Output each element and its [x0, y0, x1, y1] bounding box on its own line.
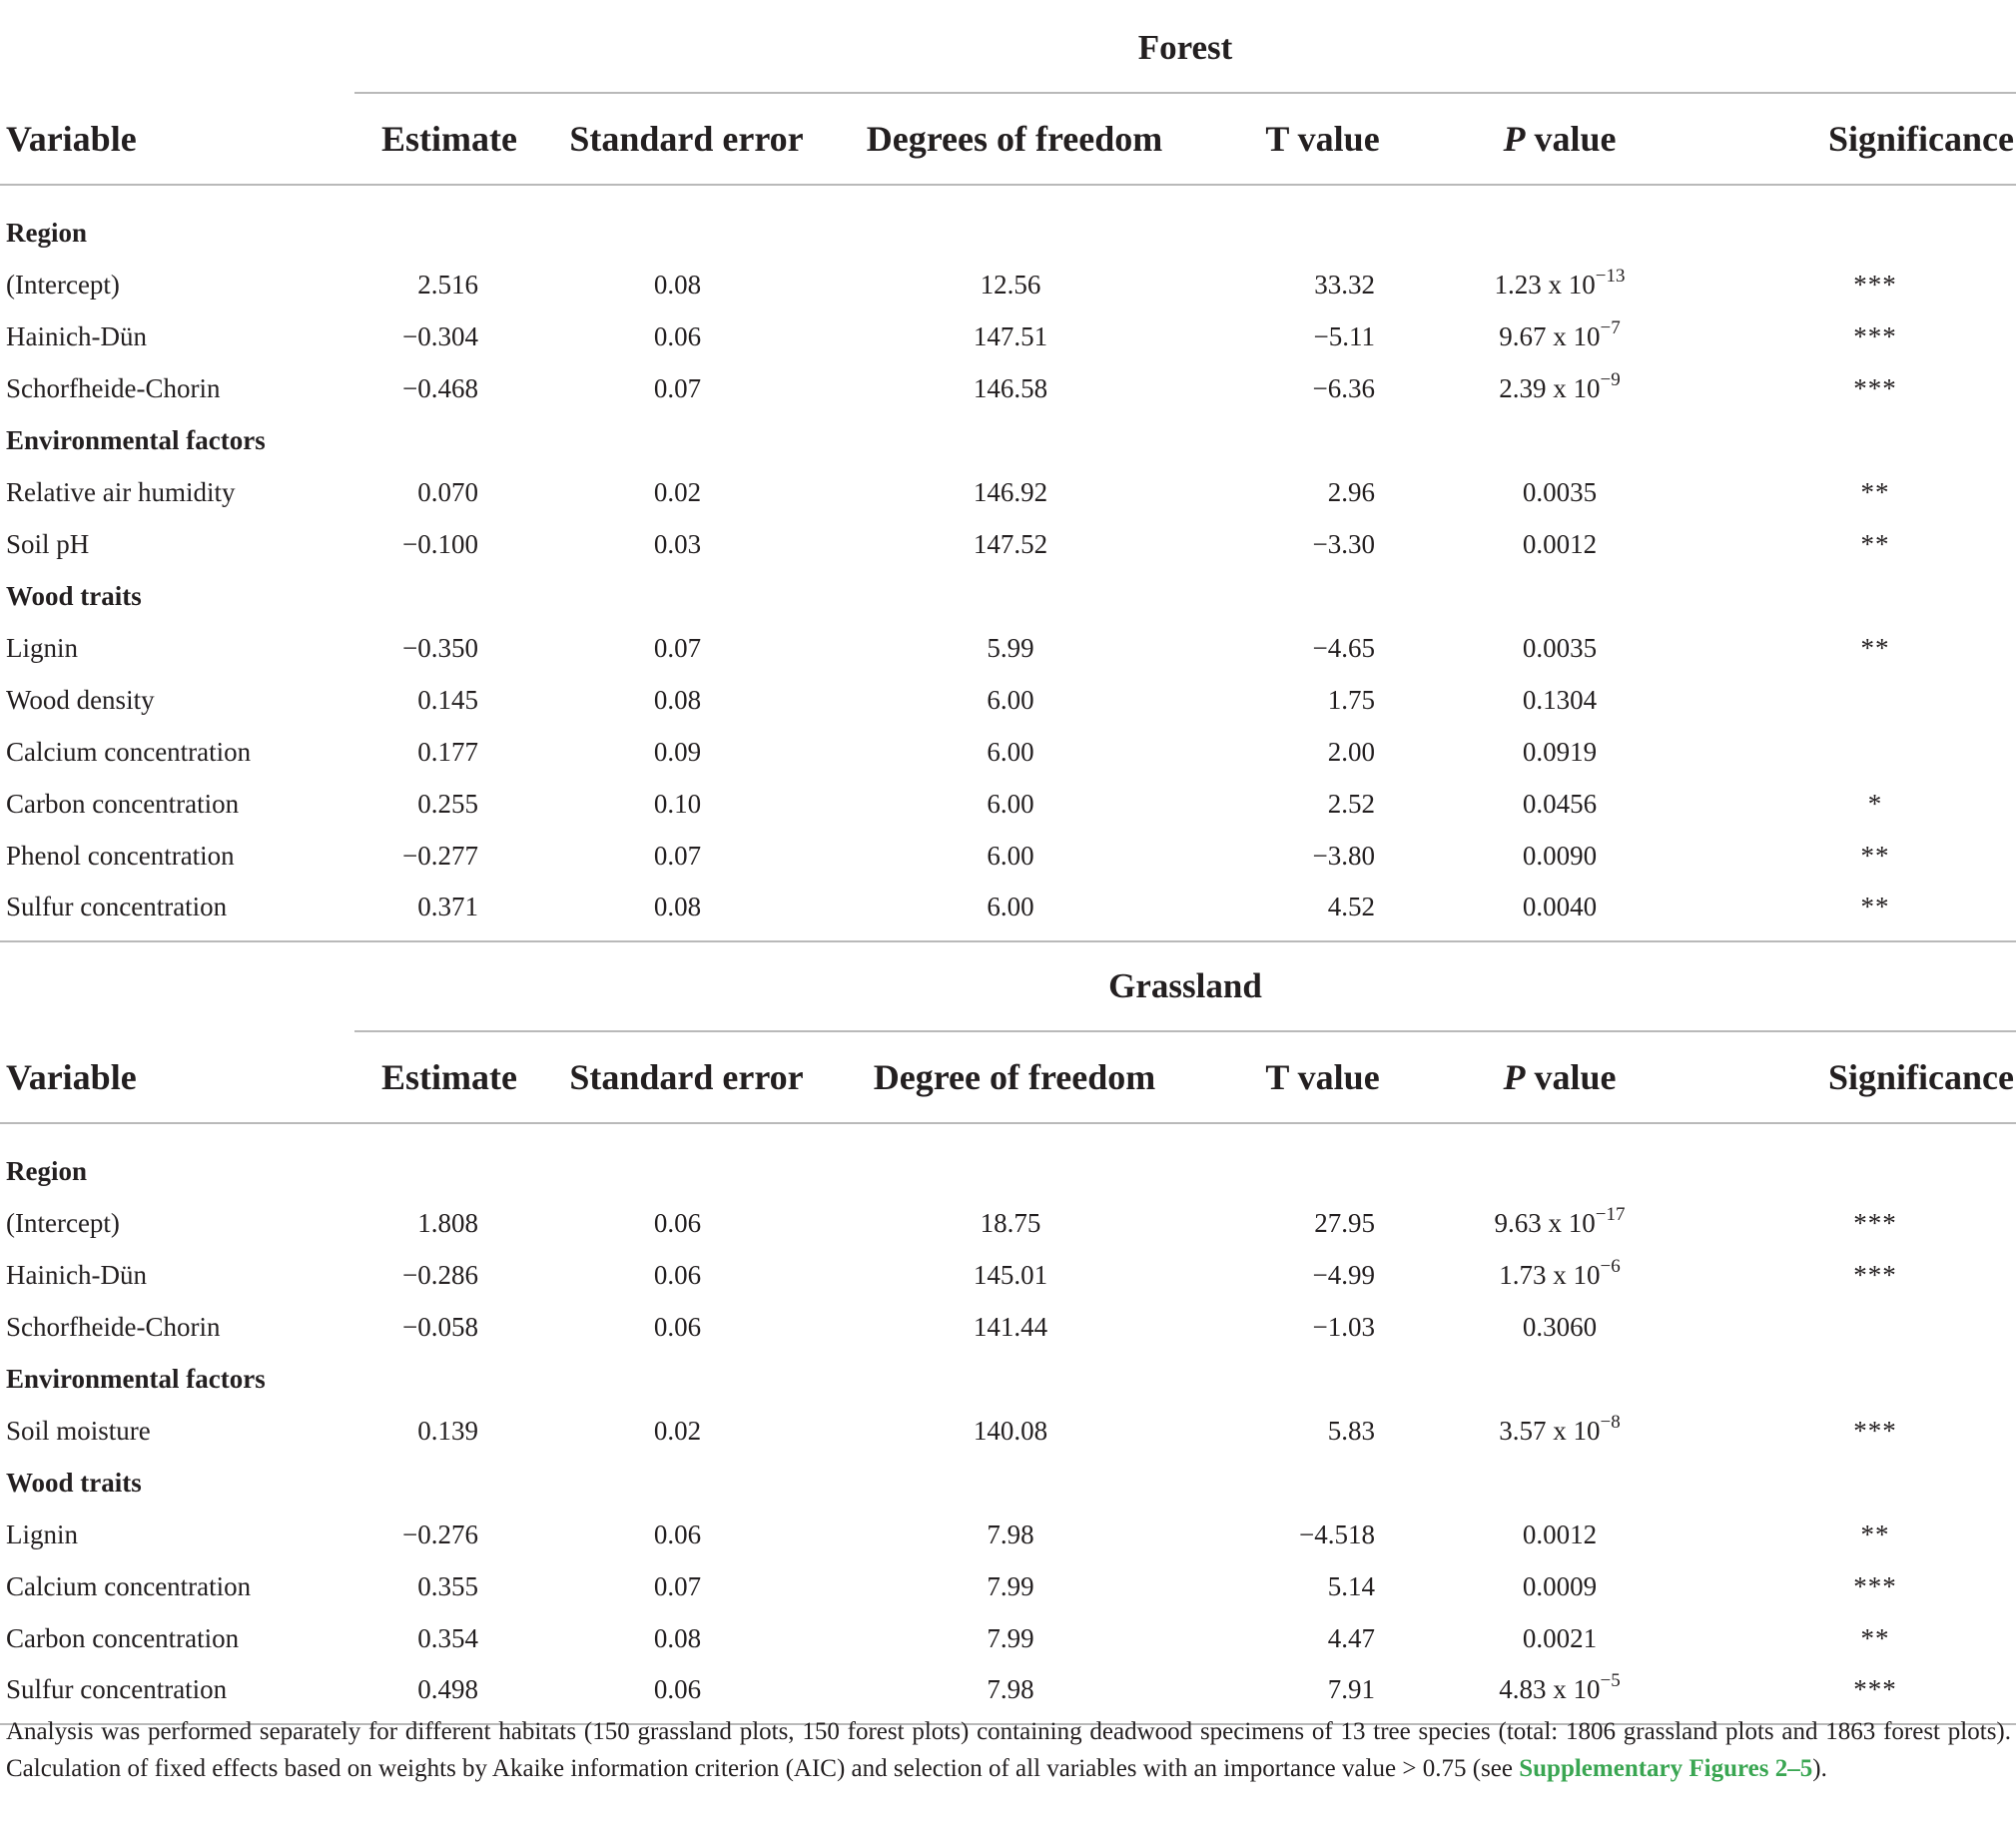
estimate-cell: 0.139 [417, 1415, 478, 1446]
estimate-cell: −0.350 [402, 632, 478, 663]
standard-error-cell: 0.07 [653, 1570, 702, 1601]
header-variable: Variable [0, 1031, 354, 1123]
table-row [0, 622, 2016, 674]
standard-error-cell: 0.08 [653, 684, 702, 715]
significance-cell: ** [1675, 882, 2016, 941]
variable-cell: Lignin [6, 632, 78, 663]
t-value-cell: −4.518 [1299, 1519, 1375, 1549]
significance-cell: *** [1853, 320, 1897, 351]
supplementary-figures-link[interactable]: Supplementary Figures 2–5 [1519, 1755, 1813, 1782]
significance-cell: *** [1853, 1207, 1897, 1238]
p-value: 0.0040 [1522, 892, 1598, 921]
degrees-of-freedom-cell: 140.08 [973, 1415, 1048, 1446]
p-value: 0.0009 [1522, 1570, 1598, 1601]
variable-cell: Wood density [6, 684, 155, 715]
standard-error-cell: 0.06 [653, 1259, 702, 1290]
variable-cell: Carbon concentration [6, 788, 240, 819]
t-value-cell: −1.03 [1312, 1311, 1375, 1342]
forest-title-row [0, 0, 2016, 93]
empty-cell [829, 1353, 1200, 1405]
table-footnote [6, 1713, 2011, 1787]
variable-cell: Calcium concentration [6, 736, 252, 767]
variable-cell: Hainich-Dün [6, 320, 147, 351]
p-value-exponent: −6 [1600, 1255, 1621, 1277]
empty-cell [544, 414, 829, 466]
header-p-value [1445, 93, 1675, 185]
empty-cell [544, 570, 829, 622]
p-value: 0.0012 [1522, 528, 1598, 559]
empty-cell [1445, 1123, 1675, 1197]
empty-cell [354, 185, 544, 259]
grassland-table-body [0, 1123, 2016, 1724]
variable-cell: Schorfheide-Chorin [6, 372, 221, 403]
section-label: Wood traits [6, 580, 142, 611]
empty-cell [354, 1353, 544, 1405]
table-row [0, 362, 2016, 414]
section-label: Region [6, 1156, 87, 1186]
degrees-of-freedom-cell: 145.01 [973, 1259, 1048, 1290]
p-value-base: 1.73 x 10 [1499, 1259, 1601, 1290]
p-value-cell [1445, 1197, 1675, 1249]
header-variable: Variable [0, 93, 354, 185]
estimate-cell: 0.255 [417, 788, 478, 819]
p-value-cell [1445, 1612, 1675, 1664]
estimate-cell: −0.304 [402, 320, 478, 351]
header-standard-error: Standard error [544, 93, 829, 185]
standard-error-cell: 0.08 [653, 269, 702, 300]
degrees-of-freedom-cell: 6.00 [987, 684, 1034, 715]
standard-error-cell: 0.09 [653, 736, 702, 767]
standard-error-cell: 0.07 [653, 632, 702, 663]
significance-cell: *** [1853, 1570, 1897, 1601]
variable-cell: Hainich-Dün [6, 1259, 147, 1290]
significance-cell: ** [1860, 1519, 1890, 1549]
p-value: 0.1304 [1522, 684, 1598, 715]
p-value-cell [1445, 830, 1675, 882]
significance-cell: ** [1860, 528, 1890, 559]
p-value-base: 3.57 x 10 [1499, 1415, 1601, 1446]
estimate-cell: −0.286 [402, 1259, 478, 1290]
empty-cell [829, 185, 1200, 259]
significance-cell: ** [1860, 632, 1890, 663]
header-significance: Significance [1675, 93, 2016, 185]
header-degrees-of-freedom: Degrees of freedom [829, 93, 1200, 185]
variable-cell: Sulfur concentration [0, 882, 354, 941]
significance-cell [1675, 1301, 2016, 1353]
section-row [0, 1457, 2016, 1509]
degrees-of-freedom-cell: 7.99 [987, 1622, 1034, 1653]
variable-cell: Schorfheide-Chorin [6, 1311, 221, 1342]
standard-error-cell: 0.02 [653, 1415, 702, 1446]
estimate-cell: 0.355 [417, 1570, 478, 1601]
degrees-of-freedom-cell: 7.98 [829, 1664, 1200, 1724]
t-value-cell: −6.36 [1312, 372, 1375, 403]
p-value: 0.0035 [1522, 476, 1598, 507]
empty-cell [1200, 1123, 1445, 1197]
degrees-of-freedom-cell: 146.92 [973, 476, 1048, 507]
t-value-cell: −4.99 [1312, 1259, 1375, 1290]
grassland-title: Grassland [354, 938, 2016, 1031]
variable-cell: Soil pH [6, 528, 90, 559]
empty-cell [544, 1457, 829, 1509]
p-value: 0.0035 [1522, 632, 1598, 663]
variable-cell: (Intercept) [6, 269, 120, 300]
p-value-base: 1.23 x 10 [1494, 269, 1596, 300]
p-value-exponent: −8 [1600, 1411, 1621, 1433]
degrees-of-freedom-cell: 7.99 [987, 1570, 1034, 1601]
t-value-cell: 2.52 [1327, 788, 1375, 819]
section-label: Environmental factors [6, 1363, 266, 1394]
degrees-of-freedom-cell: 7.98 [987, 1519, 1034, 1549]
empty-cell [544, 1123, 829, 1197]
t-value-cell: −4.65 [1312, 632, 1375, 663]
estimate-cell: 0.371 [354, 882, 544, 941]
standard-error-cell: 0.06 [653, 1311, 702, 1342]
p-value-exponent: −13 [1595, 265, 1626, 287]
standard-error-cell: 0.07 [653, 372, 702, 403]
forest-header-row [0, 93, 2016, 185]
t-value-cell: 4.47 [1327, 1622, 1375, 1653]
p-value: 0.0012 [1522, 1519, 1598, 1549]
significance-cell: *** [1853, 1259, 1897, 1290]
table-row [0, 1301, 2016, 1353]
empty-cell [1200, 570, 1445, 622]
t-value-cell: 2.96 [1327, 476, 1375, 507]
empty-cell [1675, 1457, 2016, 1509]
empty-cell [1445, 185, 1675, 259]
empty-cell [1675, 1123, 2016, 1197]
estimate-cell: −0.468 [402, 372, 478, 403]
degrees-of-freedom-cell: 6.00 [987, 788, 1034, 819]
p-value-cell [1445, 1249, 1675, 1301]
table-row [0, 726, 2016, 778]
degrees-of-freedom-cell: 6.00 [829, 882, 1200, 941]
table-row [0, 830, 2016, 882]
header-estimate: Estimate [354, 93, 544, 185]
p-value-exponent: −5 [1600, 1670, 1621, 1691]
empty-cell [354, 414, 544, 466]
table-row [0, 778, 2016, 830]
header-t-value: T value [1200, 93, 1445, 185]
p-value-cell [1445, 622, 1675, 674]
p-value-cell [1445, 726, 1675, 778]
estimate-cell: 1.808 [417, 1207, 478, 1238]
standard-error-cell: 0.10 [653, 788, 702, 819]
p-value-cell [1445, 1405, 1675, 1457]
t-value-cell: 33.32 [1314, 269, 1375, 300]
significance-cell [1675, 726, 2016, 778]
t-value-cell: 27.95 [1314, 1207, 1375, 1238]
empty-cell [1200, 1457, 1445, 1509]
table-row [0, 466, 2016, 518]
p-value-cell [1445, 259, 1675, 310]
grassland-table [0, 938, 2016, 1725]
t-value-cell: 4.52 [1200, 882, 1445, 941]
empty-cell [354, 1123, 544, 1197]
table-row [0, 1197, 2016, 1249]
grassland-title-row [0, 938, 2016, 1031]
t-value-cell: −3.80 [1312, 840, 1375, 871]
header-p-rest: value [1525, 1057, 1617, 1097]
variable-cell: Carbon concentration [6, 1622, 240, 1653]
standard-error-cell: 0.08 [544, 882, 829, 941]
p-value-cell [1445, 518, 1675, 570]
empty-cell [829, 1123, 1200, 1197]
significance-cell: * [1867, 788, 1883, 819]
standard-error-cell: 0.06 [653, 1207, 702, 1238]
footnote-text-end: ). [1812, 1755, 1827, 1782]
standard-error-cell: 0.03 [653, 528, 702, 559]
standard-error-cell: 0.06 [544, 1664, 829, 1724]
p-value-cell [1445, 310, 1675, 362]
p-value-cell [1445, 466, 1675, 518]
section-label: Environmental factors [6, 424, 266, 455]
degrees-of-freedom-cell: 6.00 [987, 736, 1034, 767]
estimate-cell: −0.277 [402, 840, 478, 871]
p-value-exponent: −17 [1595, 1203, 1626, 1225]
standard-error-cell: 0.07 [653, 840, 702, 871]
empty-cell [1200, 1353, 1445, 1405]
estimate-cell: 0.070 [417, 476, 478, 507]
standard-error-cell: 0.06 [653, 320, 702, 351]
section-label: Wood traits [6, 1467, 142, 1498]
p-value-base: 2.39 x 10 [1499, 372, 1601, 403]
header-standard-error: Standard error [544, 1031, 829, 1123]
significance-cell: ** [1860, 1622, 1890, 1653]
header-p-italic: P [1503, 1057, 1526, 1097]
table-row [0, 1509, 2016, 1560]
degrees-of-freedom-cell: 18.75 [980, 1207, 1041, 1238]
variable-cell: Sulfur concentration [0, 1664, 354, 1724]
empty-cell [1200, 185, 1445, 259]
significance-cell: *** [1675, 1664, 2016, 1724]
variable-cell: Relative air humidity [6, 476, 236, 507]
p-value: 0.0021 [1522, 1622, 1598, 1653]
p-value: 0.0456 [1522, 788, 1598, 819]
table-row [0, 1405, 2016, 1457]
table-row [0, 259, 2016, 310]
section-row [0, 414, 2016, 466]
t-value-cell: 7.91 [1200, 1664, 1445, 1724]
header-degree-of-freedom: Degree of freedom [829, 1031, 1200, 1123]
empty-cell [1675, 414, 2016, 466]
significance-cell: *** [1853, 269, 1897, 300]
p-value: 0.0090 [1522, 840, 1598, 871]
p-value-cell [1445, 674, 1675, 726]
estimate-cell: 0.498 [354, 1664, 544, 1724]
table-row [0, 518, 2016, 570]
empty-cell [1200, 414, 1445, 466]
t-value-cell: 1.75 [1327, 684, 1375, 715]
p-value-cell [1445, 882, 1675, 941]
p-value-cell [1445, 778, 1675, 830]
empty-cell [1445, 1457, 1675, 1509]
empty-cell [829, 570, 1200, 622]
empty-cell [354, 1457, 544, 1509]
table-row [0, 882, 2016, 941]
p-value-base: 9.63 x 10 [1494, 1207, 1596, 1238]
forest-table-body [0, 185, 2016, 941]
estimate-cell: 0.145 [417, 684, 478, 715]
degrees-of-freedom-cell: 147.51 [973, 320, 1048, 351]
footnote-text: Analysis was performed separately for different habitats (150 grassland plots, 150 forest plots) containing deadwood specimens of 13 tree species (total: 1806 grassland plots and 1863 forest plots). Calculation of fixed effects based on weights by Akaike information criterion (AIC) and selection of all variables with an importance value > 0.75 (see [6, 1718, 2011, 1782]
p-value: 0.3060 [1522, 1311, 1598, 1342]
degrees-of-freedom-cell: 12.56 [980, 269, 1041, 300]
significance-cell: ** [1860, 476, 1890, 507]
empty-cell [829, 414, 1200, 466]
p-value-cell [1445, 362, 1675, 414]
empty-cell [544, 185, 829, 259]
p-value: 0.0919 [1522, 736, 1598, 767]
table-row [0, 674, 2016, 726]
header-p-italic: P [1503, 119, 1526, 159]
table-row [0, 310, 2016, 362]
empty-cell [354, 570, 544, 622]
estimate-cell: −0.276 [402, 1519, 478, 1549]
empty-cell [1445, 570, 1675, 622]
estimate-cell: 2.516 [417, 269, 478, 300]
empty-cell [1675, 185, 2016, 259]
variable-cell: (Intercept) [6, 1207, 120, 1238]
t-value-cell: −5.11 [1313, 320, 1375, 351]
degrees-of-freedom-cell: 6.00 [987, 840, 1034, 871]
estimate-cell: 0.177 [417, 736, 478, 767]
header-p-rest: value [1525, 119, 1617, 159]
table-row [0, 1612, 2016, 1664]
header-significance: Significance [1675, 1031, 2016, 1123]
p-value-cell [1445, 1560, 1675, 1612]
standard-error-cell: 0.06 [653, 1519, 702, 1549]
significance-cell: *** [1853, 372, 1897, 403]
empty-cell [1675, 1353, 2016, 1405]
section-label: Region [6, 218, 87, 248]
forest-title: Forest [354, 0, 2016, 93]
empty-cell [1675, 570, 2016, 622]
p-value-base: 9.67 x 10 [1499, 320, 1601, 351]
table-row [0, 1249, 2016, 1301]
p-value-cell [1445, 1509, 1675, 1560]
degrees-of-freedom-cell: 146.58 [973, 372, 1048, 403]
degrees-of-freedom-cell: 5.99 [987, 632, 1034, 663]
significance-cell: *** [1853, 1415, 1897, 1446]
variable-cell: Phenol concentration [6, 840, 235, 871]
degrees-of-freedom-cell: 147.52 [973, 528, 1048, 559]
header-estimate: Estimate [354, 1031, 544, 1123]
p-value-cell [1445, 1301, 1675, 1353]
empty-cell [829, 1457, 1200, 1509]
p-value-exponent: −7 [1600, 316, 1621, 338]
variable-cell: Calcium concentration [6, 1570, 252, 1601]
significance-cell: ** [1860, 840, 1890, 871]
section-row [0, 1123, 2016, 1197]
estimate-cell: −0.100 [402, 528, 478, 559]
empty-cell [1445, 1353, 1675, 1405]
significance-cell [1675, 674, 2016, 726]
p-value-base: 4.83 x 10 [1499, 1674, 1601, 1704]
empty-cell [544, 1353, 829, 1405]
t-value-cell: −3.30 [1312, 528, 1375, 559]
estimate-cell: −0.058 [402, 1311, 478, 1342]
p-value-exponent: −9 [1600, 368, 1621, 390]
standard-error-cell: 0.02 [653, 476, 702, 507]
empty-cell [1445, 414, 1675, 466]
degrees-of-freedom-cell: 141.44 [973, 1311, 1048, 1342]
header-t-value: T value [1200, 1031, 1445, 1123]
table-row [0, 1560, 2016, 1612]
header-p-value [1445, 1031, 1675, 1123]
section-row [0, 570, 2016, 622]
variable-cell: Soil moisture [6, 1415, 151, 1446]
section-row [0, 185, 2016, 259]
standard-error-cell: 0.08 [653, 1622, 702, 1653]
t-value-cell: 5.14 [1327, 1570, 1375, 1601]
estimate-cell: 0.354 [417, 1622, 478, 1653]
variable-cell: Lignin [6, 1519, 78, 1549]
t-value-cell: 2.00 [1327, 736, 1375, 767]
section-row [0, 1353, 2016, 1405]
t-value-cell: 5.83 [1327, 1415, 1375, 1446]
grassland-header-row [0, 1031, 2016, 1123]
